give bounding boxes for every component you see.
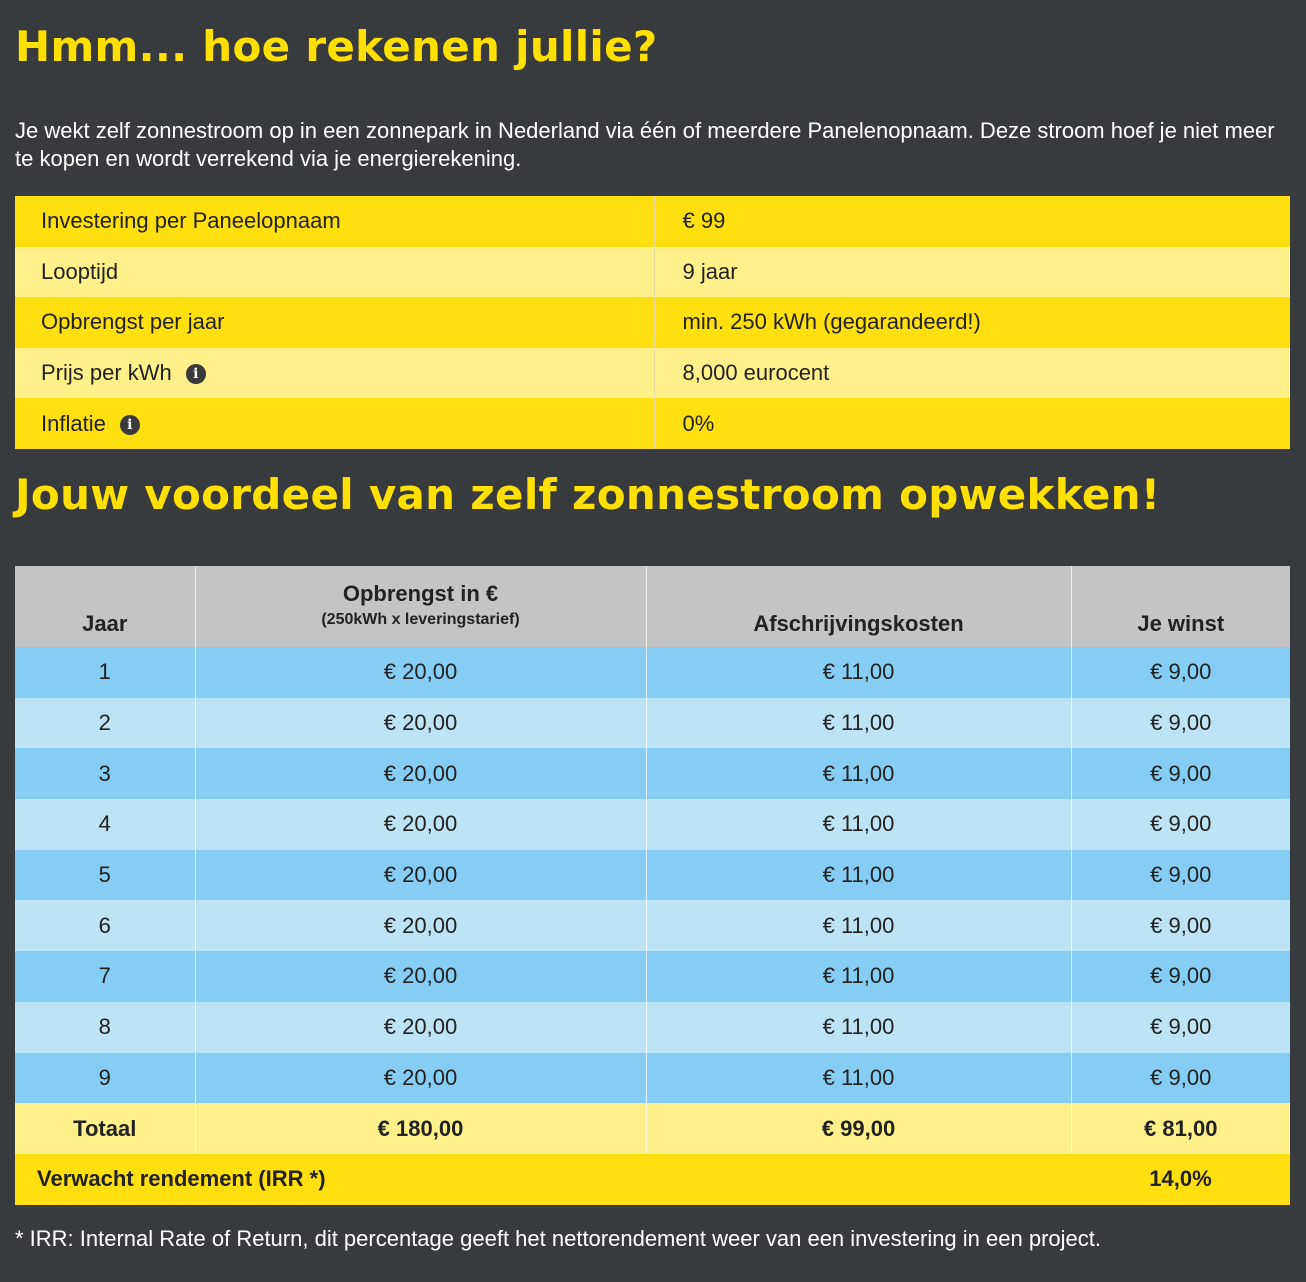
cell-winst: € 9,00 <box>1071 698 1290 749</box>
cell-opbrengst: € 20,00 <box>195 647 646 698</box>
irr-value: 14,0% <box>1071 1154 1290 1205</box>
cell-afschrijving: € 11,00 <box>646 1053 1071 1104</box>
info-row <box>15 196 1290 247</box>
col-header-opbrengst <box>195 566 646 647</box>
cell-afschrijving: € 11,00 <box>646 1002 1071 1053</box>
col-header-afschrijving: Afschrijvingskosten <box>646 566 1071 647</box>
info-value: 0% <box>654 398 1290 449</box>
cell-jaar: 4 <box>15 799 195 850</box>
cell-jaar: 2 <box>15 698 195 749</box>
cell-winst: € 9,00 <box>1071 799 1290 850</box>
cell-jaar: 5 <box>15 850 195 901</box>
info-value: 8,000 eurocent <box>654 348 1290 399</box>
col-header-winst: Je winst <box>1071 566 1290 647</box>
info-row <box>15 247 1290 298</box>
info-label-text: Inflatie <box>41 410 106 436</box>
cell-opbrengst: € 20,00 <box>195 799 646 850</box>
info-label <box>15 398 654 449</box>
info-label <box>15 348 654 399</box>
info-label <box>15 247 654 298</box>
cell-opbrengst: € 20,00 <box>195 850 646 901</box>
irr-label: Verwacht rendement (IRR *) <box>15 1154 1071 1205</box>
page-title: Hmm... hoe rekenen jullie? <box>15 22 658 71</box>
info-table <box>15 196 1290 449</box>
cell-winst: € 9,00 <box>1071 1053 1290 1104</box>
table-row <box>15 698 1290 749</box>
cell-jaar: 1 <box>15 647 195 698</box>
cell-opbrengst: € 20,00 <box>195 1053 646 1104</box>
cell-afschrijving: € 11,00 <box>646 647 1071 698</box>
benefit-table <box>15 566 1290 1205</box>
info-label-text: Investering per Paneelopnaam <box>41 208 341 234</box>
info-row <box>15 398 1290 449</box>
cell-opbrengst: € 20,00 <box>195 951 646 1002</box>
table-row <box>15 799 1290 850</box>
table-row <box>15 647 1290 698</box>
table-row <box>15 748 1290 799</box>
cell-winst: € 9,00 <box>1071 1002 1290 1053</box>
cell-winst: € 9,00 <box>1071 951 1290 1002</box>
cell-afschrijving: € 11,00 <box>646 850 1071 901</box>
info-label-text: Prijs per kWh <box>41 360 172 386</box>
info-circle-icon[interactable]: i <box>186 364 206 384</box>
info-value: 9 jaar <box>654 247 1290 298</box>
info-row <box>15 297 1290 348</box>
cell-jaar: 3 <box>15 748 195 799</box>
info-row <box>15 348 1290 399</box>
total-label: Totaal <box>15 1103 195 1154</box>
cell-jaar: 6 <box>15 900 195 951</box>
col-header-opbrengst-sub: (250kWh x leveringstarief) <box>321 611 520 628</box>
cell-jaar: 7 <box>15 951 195 1002</box>
table-row <box>15 900 1290 951</box>
irr-row <box>15 1154 1290 1205</box>
table-header-row <box>15 566 1290 647</box>
info-value: min. 250 kWh (gegarandeerd!) <box>654 297 1290 348</box>
table-row <box>15 951 1290 1002</box>
col-header-opbrengst-label: Opbrengst in € <box>342 581 499 606</box>
info-circle-icon[interactable]: i <box>120 415 140 435</box>
info-label <box>15 196 654 247</box>
info-label <box>15 297 654 348</box>
total-opbrengst: € 180,00 <box>195 1103 646 1154</box>
cell-winst: € 9,00 <box>1071 748 1290 799</box>
cell-jaar: 8 <box>15 1002 195 1053</box>
cell-opbrengst: € 20,00 <box>195 698 646 749</box>
intro-text: Je wekt zelf zonnestroom op in een zonnepark in Nederland via één of meerdere Panelenopnaam. Deze stroom hoef je niet meer te kopen en wordt verrekend via je energierekening. <box>15 118 1275 171</box>
table-row <box>15 1053 1290 1104</box>
cell-jaar: 9 <box>15 1053 195 1104</box>
cell-afschrijving: € 11,00 <box>646 951 1071 1002</box>
total-row <box>15 1103 1290 1154</box>
cell-afschrijving: € 11,00 <box>646 900 1071 951</box>
cell-afschrijving: € 11,00 <box>646 748 1071 799</box>
info-label-text: Looptijd <box>41 258 119 284</box>
info-label-text: Opbrengst per jaar <box>41 309 225 335</box>
info-value: € 99 <box>654 196 1290 247</box>
table-row <box>15 1002 1290 1053</box>
section-title: Jouw voordeel van zelf zonnestroom opwekken! <box>15 470 1161 519</box>
cell-opbrengst: € 20,00 <box>195 900 646 951</box>
footnote: * IRR: Internal Rate of Return, dit percentage geeft het nettorendement weer van een investering in een project. <box>15 1226 1101 1251</box>
cell-opbrengst: € 20,00 <box>195 748 646 799</box>
cell-afschrijving: € 11,00 <box>646 799 1071 850</box>
table-row <box>15 850 1290 901</box>
cell-opbrengst: € 20,00 <box>195 1002 646 1053</box>
cell-winst: € 9,00 <box>1071 850 1290 901</box>
cell-afschrijving: € 11,00 <box>646 698 1071 749</box>
cell-winst: € 9,00 <box>1071 900 1290 951</box>
col-header-jaar: Jaar <box>15 566 195 647</box>
total-winst: € 81,00 <box>1071 1103 1290 1154</box>
total-afschrijving: € 99,00 <box>646 1103 1071 1154</box>
cell-winst: € 9,00 <box>1071 647 1290 698</box>
